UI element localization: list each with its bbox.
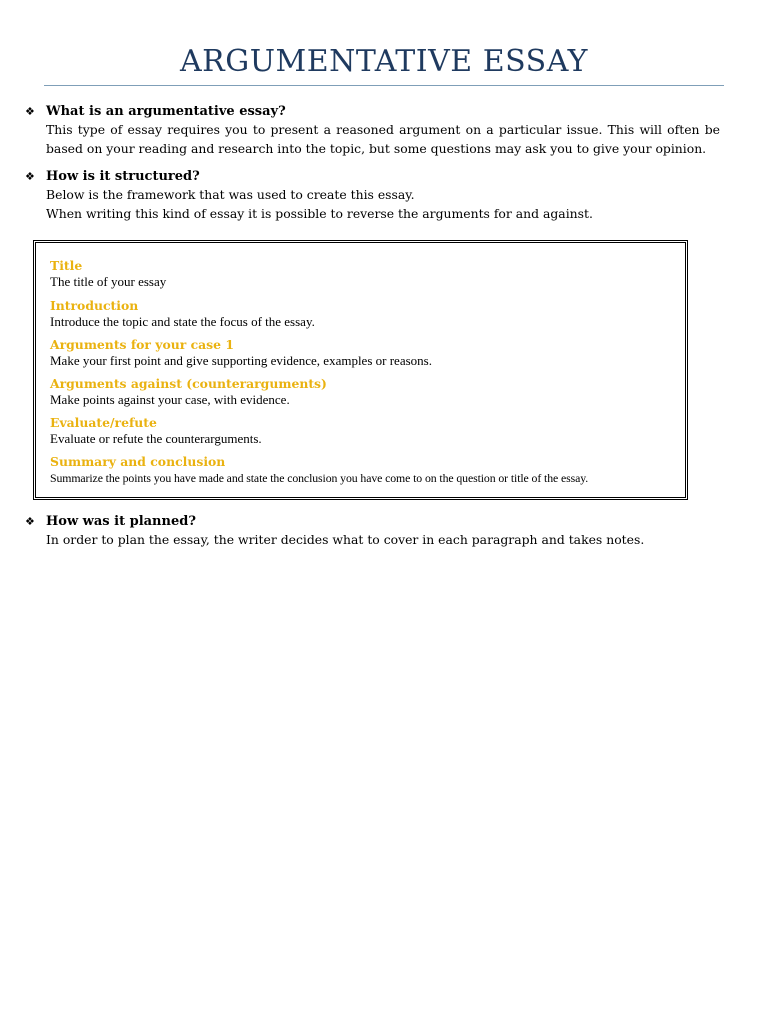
framework-heading: Title: [50, 258, 83, 273]
section-body: In order to plan the essay, the writer decides what to cover in each paragraph and takes notes.: [46, 532, 645, 547]
framework-description: Make your first point and give supporting evidence, examples or reasons.: [50, 353, 432, 368]
framework-description: Make points against your case, with evidence.: [50, 392, 290, 407]
diamond-bullet-icon: ❖: [25, 515, 35, 528]
diamond-bullet-icon: ❖: [25, 105, 35, 118]
framework-description: Summarize the points you have made and state the conclusion you have come to on the question or title of the essay.: [50, 471, 589, 485]
framework-description: The title of your essay: [50, 274, 167, 289]
framework-item-arguments-for: [50, 337, 675, 369]
diamond-bullet-icon: ❖: [25, 170, 35, 183]
framework-box: [33, 240, 688, 500]
section-line: Below is the framework that was used to create this essay.: [46, 187, 415, 202]
framework-item-summary: [50, 454, 675, 486]
section-what-is: [20, 103, 720, 158]
framework-heading: Arguments against (counterarguments): [50, 376, 327, 391]
section-question: How is it structured?: [46, 169, 200, 184]
page-title: ARGUMENTATIVE ESSAY: [180, 44, 588, 79]
title-divider: [44, 85, 724, 86]
framework-item-arguments-against: [50, 376, 675, 408]
section-question: How was it planned?: [46, 514, 196, 529]
framework-description: Evaluate or refute the counterarguments.: [50, 431, 262, 446]
section-planned: [20, 513, 720, 550]
framework-heading: Summary and conclusion: [50, 454, 226, 469]
section-line: When writing this kind of essay it is possible to reverse the arguments for and against.: [46, 205, 593, 221]
framework-item-introduction: [50, 298, 675, 330]
framework-description: Introduce the topic and state the focus of the essay.: [50, 314, 315, 329]
framework-item-evaluate: [50, 415, 675, 447]
section-question: What is an argumentative essay?: [46, 104, 286, 119]
framework-heading: Evaluate/refute: [50, 415, 157, 430]
framework-heading: Introduction: [50, 298, 139, 313]
section-body: This type of essay requires you to present a reasoned argument on a particular issue. This will often be based on your reading and research into the topic, but some questions may ask you to give your opinion.: [46, 122, 720, 156]
section-structure: [20, 168, 720, 223]
framework-heading: Arguments for your case 1: [50, 337, 234, 352]
framework-item-title: [50, 258, 675, 290]
